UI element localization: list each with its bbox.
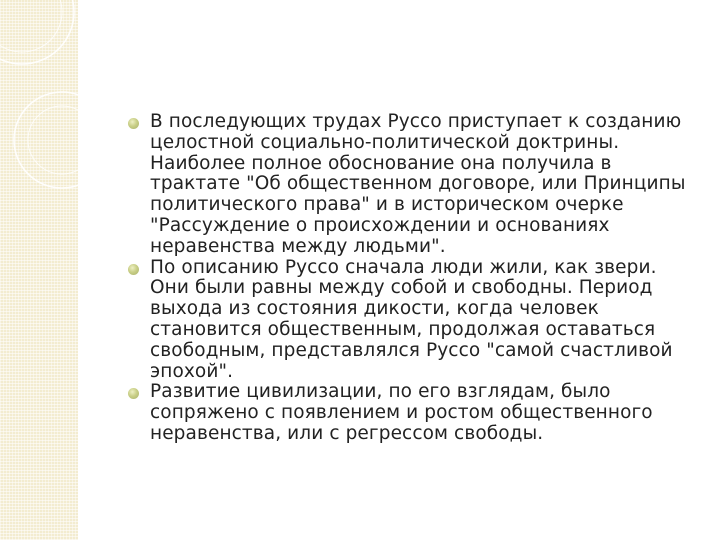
bullet-text-1: В последующих трудах Руссо приступает к созданию целостной социально-политической доктрины. Наиболее полное обоснование она получила в трактате "Об общественном договоре, или Принципы политического права" и в историческом очерке "Рассуждение о происхождении и основаниях неравенства между людьми". <box>150 111 686 257</box>
bullet-dot-icon <box>128 264 139 275</box>
slide-body <box>124 112 690 445</box>
bullet-text-3: Развитие цивилизации, по его взглядам, было сопряжено с появлением и ростом общественного неравенства, или с регрессом свободы. <box>150 381 653 444</box>
sidebar-divider <box>78 0 80 540</box>
bullet-item-2 <box>124 258 690 383</box>
bullet-list <box>124 112 690 445</box>
decorative-sidebar <box>0 0 78 540</box>
bullet-item-3 <box>124 382 690 444</box>
bullet-text-2: По описанию Руссо сначала люди жили, как звери. Они были равны между собой и свободны. Период выхода из состояния дикости, когда человек становится общественным, продолжая оставаться свободным, представлялся Руссо "самой счастливой эпохой". <box>150 256 673 382</box>
circle-ornament-icon <box>0 0 78 540</box>
bullet-dot-icon <box>128 118 139 129</box>
bullet-item-1 <box>124 112 690 258</box>
bullet-dot-icon <box>128 388 139 399</box>
